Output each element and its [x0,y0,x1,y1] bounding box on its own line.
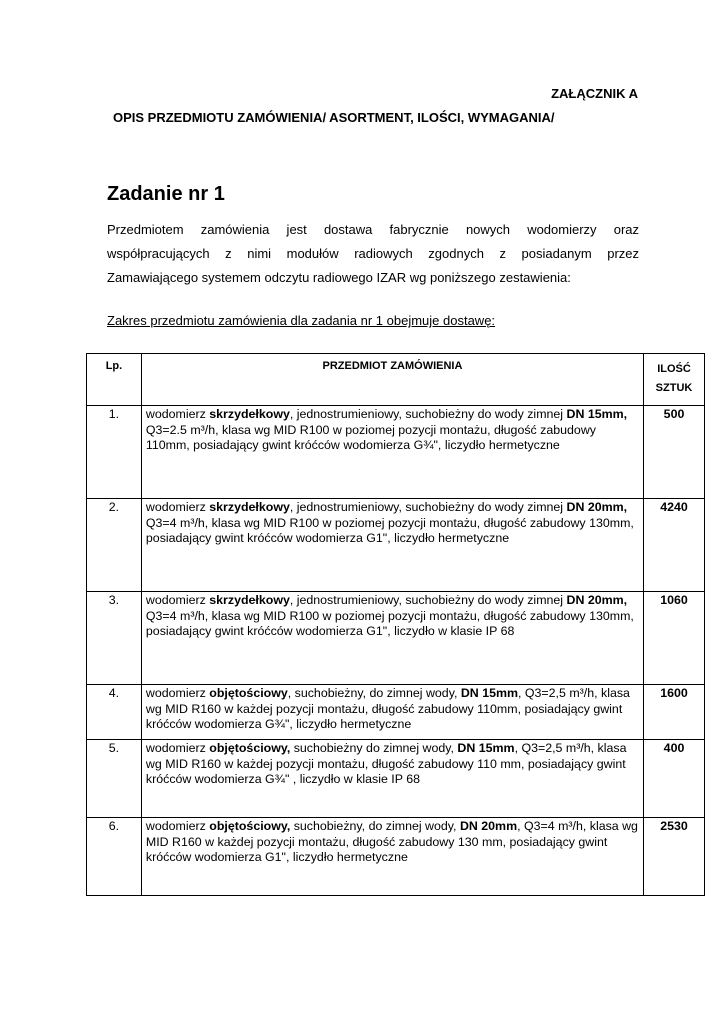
row-description [141,685,643,740]
meter-type: skrzydełkowy [209,593,290,607]
row-description [141,818,643,896]
row-quantity: 500 [644,406,705,499]
header-quantity [644,354,705,406]
desc-text: , jednostrumieniowy, suchobieżny do wody zimnej [289,593,567,607]
row-quantity: 1600 [644,685,705,740]
row-number: 1. [87,406,142,499]
desc-text: wodomierz [145,593,210,607]
intro-line: współpracujących z nimi modułów radiowych zgodnych z posiadanym przez [107,246,639,261]
row-number: 5. [87,740,142,818]
table-row [87,499,705,592]
header-quantity-line1: ILOŚĆ [657,363,691,375]
scope-heading: Zakres przedmiotu zamówienia dla zadania nr 1 obejmuje dostawę: [107,313,496,328]
row-description [141,740,643,818]
desc-text: , Q3=4 m³/h, klasa wg MID R160 w każdej pozycji montażu, długość zabudowy 130 mm, posiadający gwint króćców wodomierza G1", liczydło hermetyczne [145,819,638,864]
row-description [141,406,643,499]
nominal-diameter: DN 15mm [457,741,515,755]
desc-text: , jednostrumieniowy, suchobieżny do wody zimnej [289,407,567,421]
desc-text: wodomierz [145,819,210,833]
desc-text: wodomierz [145,741,210,755]
table-header-row [87,354,705,406]
desc-text: , jednostrumieniowy, suchobieżny do wody zimnej [289,500,567,514]
desc-text: , Q3=2,5 m³/h, klasa wg MID R160 w każdej pozycji montażu, długość zabudowy 110mm, posiadający gwint króćców wodomierza G¾", liczydło hermetyczne [145,686,630,731]
table-row [87,685,705,740]
intro-paragraph [107,218,639,290]
header-quantity-line2: SZTUK [655,382,693,394]
desc-text: , Q3=2,5 m³/h, klasa wg MID R160 w każdej pozycji montażu, długość zabudowy 110 mm, posiadający gwint króćców wodomierza G¾" , liczydło w klasie IP 68 [145,741,627,786]
intro-line: Przedmiotem zamówienia jest dostawa fabrycznie nowych wodomierzy oraz [107,222,639,237]
desc-text: suchobieżny do zimnej wody, [290,741,458,755]
desc-text: Q3=4 m³/h, klasa wg MID R100 w poziomej pozycji montażu, długość zabudowy 130mm, posiadający gwint króćców wodomierza G1", liczydło w klasie IP 68 [145,608,634,638]
row-quantity: 400 [644,740,705,818]
meter-type: objętościowy, [209,819,291,833]
table-row [87,592,705,685]
table-row [87,740,705,818]
meter-type: objętościowy, [209,741,291,755]
nominal-diameter: DN 15mm [460,686,519,700]
table-row [87,406,705,499]
row-quantity: 2530 [644,818,705,896]
desc-text: wodomierz [145,500,210,514]
desc-text: wodomierz [145,686,210,700]
table-row [87,818,705,896]
desc-text: , suchobieżny, do zimnej wody, [287,686,461,700]
row-quantity: 1060 [644,592,705,685]
header-subject: PRZEDMIOT ZAMÓWIENIA [141,354,643,406]
document-subtitle: OPIS PRZEDMIOTU ZAMÓWIENIA/ ASORTMENT, ILOŚCI, WYMAGANIA/ [113,110,555,125]
desc-text: Q3=4 m³/h, klasa wg MID R100 w poziomej pozycji montażu, długość zabudowy 130mm, posiadający gwint króćców wodomierza G1", liczydło hermetyczne [145,515,634,545]
task-title: Zadanie nr 1 [107,183,225,205]
row-number: 3. [87,592,142,685]
intro-line: Zamawiającego systemem odczytu radiowego IZAR wg poniższego zestawienia: [107,270,571,285]
desc-text: suchobieżny, do zimnej wody, [290,819,460,833]
nominal-diameter: DN 20mm [459,819,518,833]
annex-label: ZAŁĄCZNIK A [551,86,638,101]
order-items-table [86,353,705,896]
desc-text: wodomierz [145,407,210,421]
nominal-diameter: DN 15mm, [566,407,628,421]
row-number: 2. [87,499,142,592]
row-quantity: 4240 [644,499,705,592]
row-description [141,592,643,685]
nominal-diameter: DN 20mm, [566,593,628,607]
desc-text: Q3=2.5 m³/h, klasa wg MID R100 w poziomej pozycji montażu, długość zabudowy 110mm, posiadający gwint króćców wodomierza G¾", liczydło hermetyczne [145,422,596,452]
meter-type: skrzydełkowy [209,500,290,514]
row-number: 6. [87,818,142,896]
row-number: 4. [87,685,142,740]
meter-type: objętościowy [209,686,288,700]
header-lp: Lp. [87,354,142,406]
meter-type: skrzydełkowy [209,407,290,421]
nominal-diameter: DN 20mm, [566,500,628,514]
row-description [141,499,643,592]
